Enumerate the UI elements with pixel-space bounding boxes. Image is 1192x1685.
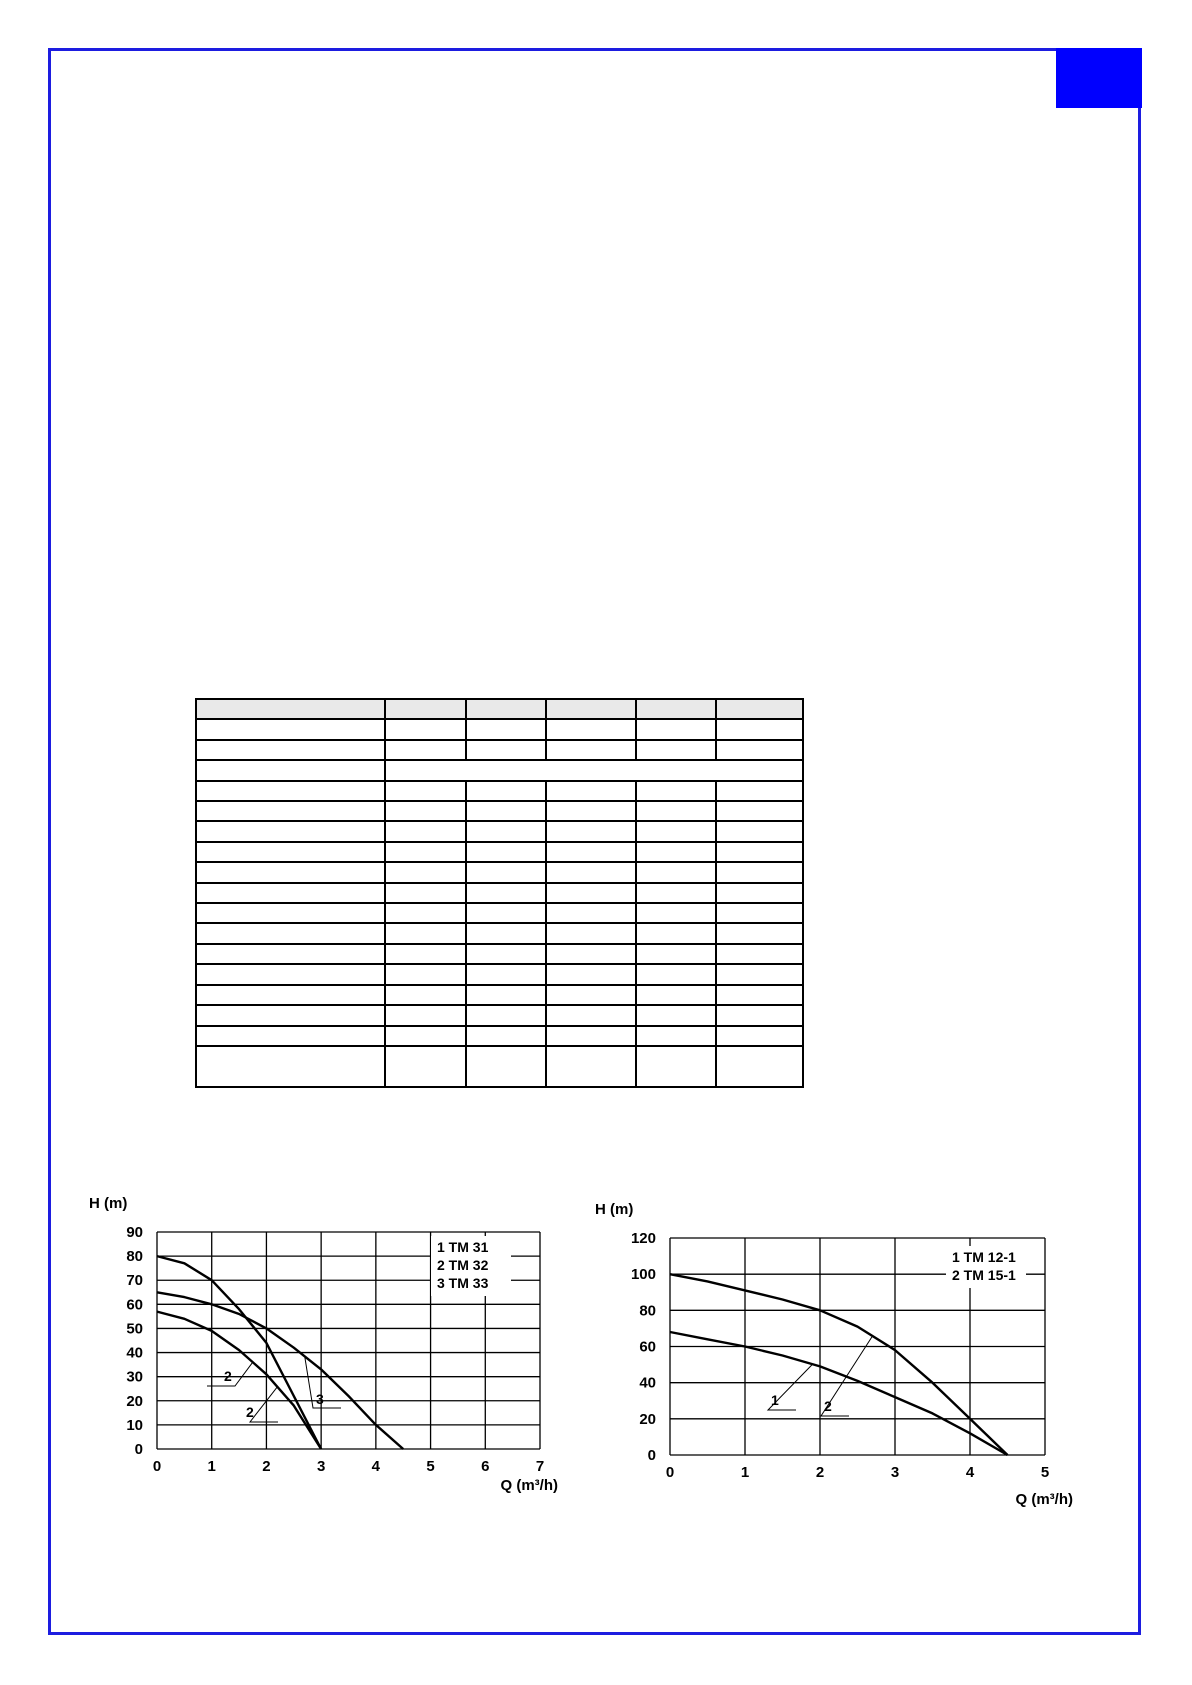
table-cell — [546, 944, 636, 964]
leader-line — [250, 1387, 278, 1422]
table-cell — [385, 719, 466, 739]
legend-entry: 1 TM 31 — [437, 1239, 489, 1255]
y-tick-label: 120 — [630, 1230, 656, 1247]
table-cell — [636, 1046, 716, 1087]
table-cell — [716, 699, 803, 719]
table-row — [196, 964, 803, 984]
table-cell — [716, 781, 803, 801]
table-cell — [466, 781, 546, 801]
table-cell — [466, 821, 546, 841]
table-cell — [546, 821, 636, 841]
table-cell — [636, 883, 716, 903]
y-tick-label: 50 — [126, 1320, 143, 1338]
table-cell — [466, 1005, 546, 1025]
table-cell — [466, 964, 546, 984]
table-cell — [636, 781, 716, 801]
table-cell — [546, 923, 636, 943]
y-axis-label: H (m) — [89, 1195, 128, 1212]
table-row — [196, 985, 803, 1005]
x-tick-label: 5 — [1040, 1464, 1050, 1481]
table-cell — [466, 944, 546, 964]
y-axis-label: H (m) — [595, 1201, 634, 1218]
y-tick-label: 40 — [126, 1344, 143, 1362]
table-cell — [196, 1026, 385, 1046]
x-tick-label: 3 — [316, 1458, 326, 1475]
table-cell — [385, 883, 466, 903]
table-cell — [546, 699, 636, 719]
table-cell — [546, 1005, 636, 1025]
x-axis-label: Q (m³/h) — [500, 1477, 558, 1494]
y-tick-label: 60 — [639, 1338, 656, 1356]
table-cell — [196, 699, 385, 719]
y-tick-label: 10 — [126, 1416, 143, 1434]
table-cell — [466, 883, 546, 903]
table-cell — [716, 842, 803, 862]
y-tick-label: 70 — [126, 1272, 143, 1290]
table-cell — [385, 740, 466, 760]
table-cell — [196, 862, 385, 882]
table-cell — [196, 760, 385, 780]
table-row — [196, 862, 803, 882]
y-tick-label: 40 — [639, 1374, 656, 1392]
series-curve — [670, 1332, 1008, 1455]
x-tick-label: 1 — [207, 1458, 216, 1475]
table-cell — [466, 801, 546, 821]
table-cell — [466, 719, 546, 739]
table-cell — [196, 801, 385, 821]
y-tick-label: 20 — [639, 1410, 656, 1428]
x-tick-label: 2 — [262, 1458, 271, 1475]
table-cell — [716, 903, 803, 923]
table-cell — [716, 1046, 803, 1087]
table-cell — [546, 964, 636, 984]
x-tick-label: 5 — [426, 1458, 435, 1475]
table-row — [196, 944, 803, 964]
table-cell — [196, 903, 385, 923]
table-cell — [716, 740, 803, 760]
series-curve — [670, 1274, 1008, 1455]
table-cell — [196, 1046, 385, 1087]
table-row — [196, 1005, 803, 1025]
table-cell — [636, 1005, 716, 1025]
table-cell — [636, 842, 716, 862]
chart-right — [585, 1198, 1090, 1523]
table-cell — [196, 985, 385, 1005]
spec-table — [195, 698, 804, 1088]
x-tick-label: 1 — [740, 1464, 750, 1481]
table-cell — [716, 821, 803, 841]
series-label: 2 — [246, 1404, 254, 1420]
table-cell — [385, 985, 466, 1005]
table-cell — [385, 1005, 466, 1025]
table-row — [196, 883, 803, 903]
table-cell — [196, 883, 385, 903]
x-tick-label: 6 — [481, 1458, 490, 1475]
table-cell — [466, 740, 546, 760]
table-cell — [385, 944, 466, 964]
series-label: 1 — [771, 1392, 779, 1408]
table-cell — [385, 923, 466, 943]
table-row — [196, 923, 803, 943]
table-cell — [196, 781, 385, 801]
table-cell — [546, 883, 636, 903]
table-cell — [466, 699, 546, 719]
table-cell — [546, 1046, 636, 1087]
y-tick-label: 80 — [639, 1302, 656, 1320]
table-cell — [636, 1026, 716, 1046]
table-cell — [196, 1005, 385, 1025]
table-cell-merged — [385, 760, 803, 780]
x-axis-label: Q (m³/h) — [1015, 1491, 1073, 1508]
legend-entry: 3 TM 33 — [437, 1275, 489, 1291]
series-label: 3 — [316, 1391, 324, 1407]
table-cell — [466, 842, 546, 862]
x-tick-label: 0 — [665, 1464, 675, 1481]
y-tick-label: 90 — [126, 1224, 143, 1241]
table-cell — [716, 862, 803, 882]
legend-entry: 2 TM 32 — [437, 1257, 489, 1273]
x-tick-label: 2 — [815, 1464, 825, 1481]
table-cell — [385, 842, 466, 862]
table-cell — [546, 781, 636, 801]
table-cell — [546, 1026, 636, 1046]
table-cell — [196, 719, 385, 739]
table-cell — [716, 1005, 803, 1025]
x-tick-label: 3 — [890, 1464, 900, 1481]
table-cell — [636, 719, 716, 739]
x-tick-label: 7 — [535, 1458, 545, 1475]
legend-entry: 1 TM 12-1 — [952, 1249, 1016, 1265]
table-cell — [636, 862, 716, 882]
table-cell — [546, 985, 636, 1005]
table-row — [196, 821, 803, 841]
table-cell — [466, 903, 546, 923]
y-tick-label: 20 — [126, 1392, 143, 1410]
chart-left — [80, 1190, 580, 1515]
table-cell — [716, 923, 803, 943]
table-cell — [636, 985, 716, 1005]
table-cell — [196, 923, 385, 943]
table-row — [196, 781, 803, 801]
table-cell — [636, 944, 716, 964]
series-label: 2 — [824, 1398, 832, 1414]
table-row — [196, 1046, 803, 1087]
table-cell — [466, 1026, 546, 1046]
series-label: 2 — [224, 1368, 232, 1384]
table-row — [196, 1026, 803, 1046]
table-cell — [196, 821, 385, 841]
table-row — [196, 699, 803, 719]
table-row — [196, 903, 803, 923]
table-cell — [385, 1026, 466, 1046]
table-cell — [196, 964, 385, 984]
table-cell — [716, 964, 803, 984]
x-tick-label: 4 — [371, 1458, 381, 1475]
table-cell — [546, 740, 636, 760]
table-row — [196, 842, 803, 862]
x-tick-label: 4 — [965, 1464, 975, 1481]
table-cell — [546, 719, 636, 739]
table-cell — [466, 985, 546, 1005]
y-tick-label: 100 — [630, 1266, 656, 1284]
spec-table-body — [196, 699, 803, 1087]
table-cell — [716, 944, 803, 964]
table-cell — [385, 1046, 466, 1087]
table-cell — [546, 801, 636, 821]
table-row — [196, 801, 803, 821]
table-cell — [716, 719, 803, 739]
table-cell — [636, 903, 716, 923]
table-cell — [385, 903, 466, 923]
table-cell — [636, 923, 716, 943]
y-tick-label: 30 — [126, 1368, 143, 1386]
table-cell — [385, 781, 466, 801]
table-cell — [466, 923, 546, 943]
y-tick-label: 60 — [126, 1296, 143, 1314]
table-cell — [546, 842, 636, 862]
legend-entry: 2 TM 15-1 — [952, 1267, 1016, 1283]
table-cell — [716, 985, 803, 1005]
table-cell — [385, 699, 466, 719]
table-cell — [636, 699, 716, 719]
table-cell — [546, 903, 636, 923]
table-row — [196, 740, 803, 760]
table-cell — [466, 1046, 546, 1087]
table-cell — [716, 801, 803, 821]
table-cell — [385, 821, 466, 841]
table-cell — [385, 862, 466, 882]
table-cell — [636, 740, 716, 760]
table-cell — [546, 862, 636, 882]
table-cell — [636, 801, 716, 821]
x-tick-label: 0 — [152, 1458, 162, 1475]
y-tick-label: 0 — [134, 1441, 143, 1458]
corner-tab — [1056, 48, 1142, 108]
table-cell — [716, 883, 803, 903]
table-cell — [636, 964, 716, 984]
table-row — [196, 760, 803, 780]
y-tick-label: 0 — [647, 1447, 656, 1464]
table-cell — [196, 740, 385, 760]
table-cell — [196, 842, 385, 862]
y-tick-label: 80 — [126, 1248, 143, 1266]
table-cell — [636, 821, 716, 841]
table-cell — [466, 862, 546, 882]
table-cell — [385, 801, 466, 821]
table-cell — [716, 1026, 803, 1046]
table-cell — [196, 944, 385, 964]
table-cell — [385, 964, 466, 984]
table-row — [196, 719, 803, 739]
